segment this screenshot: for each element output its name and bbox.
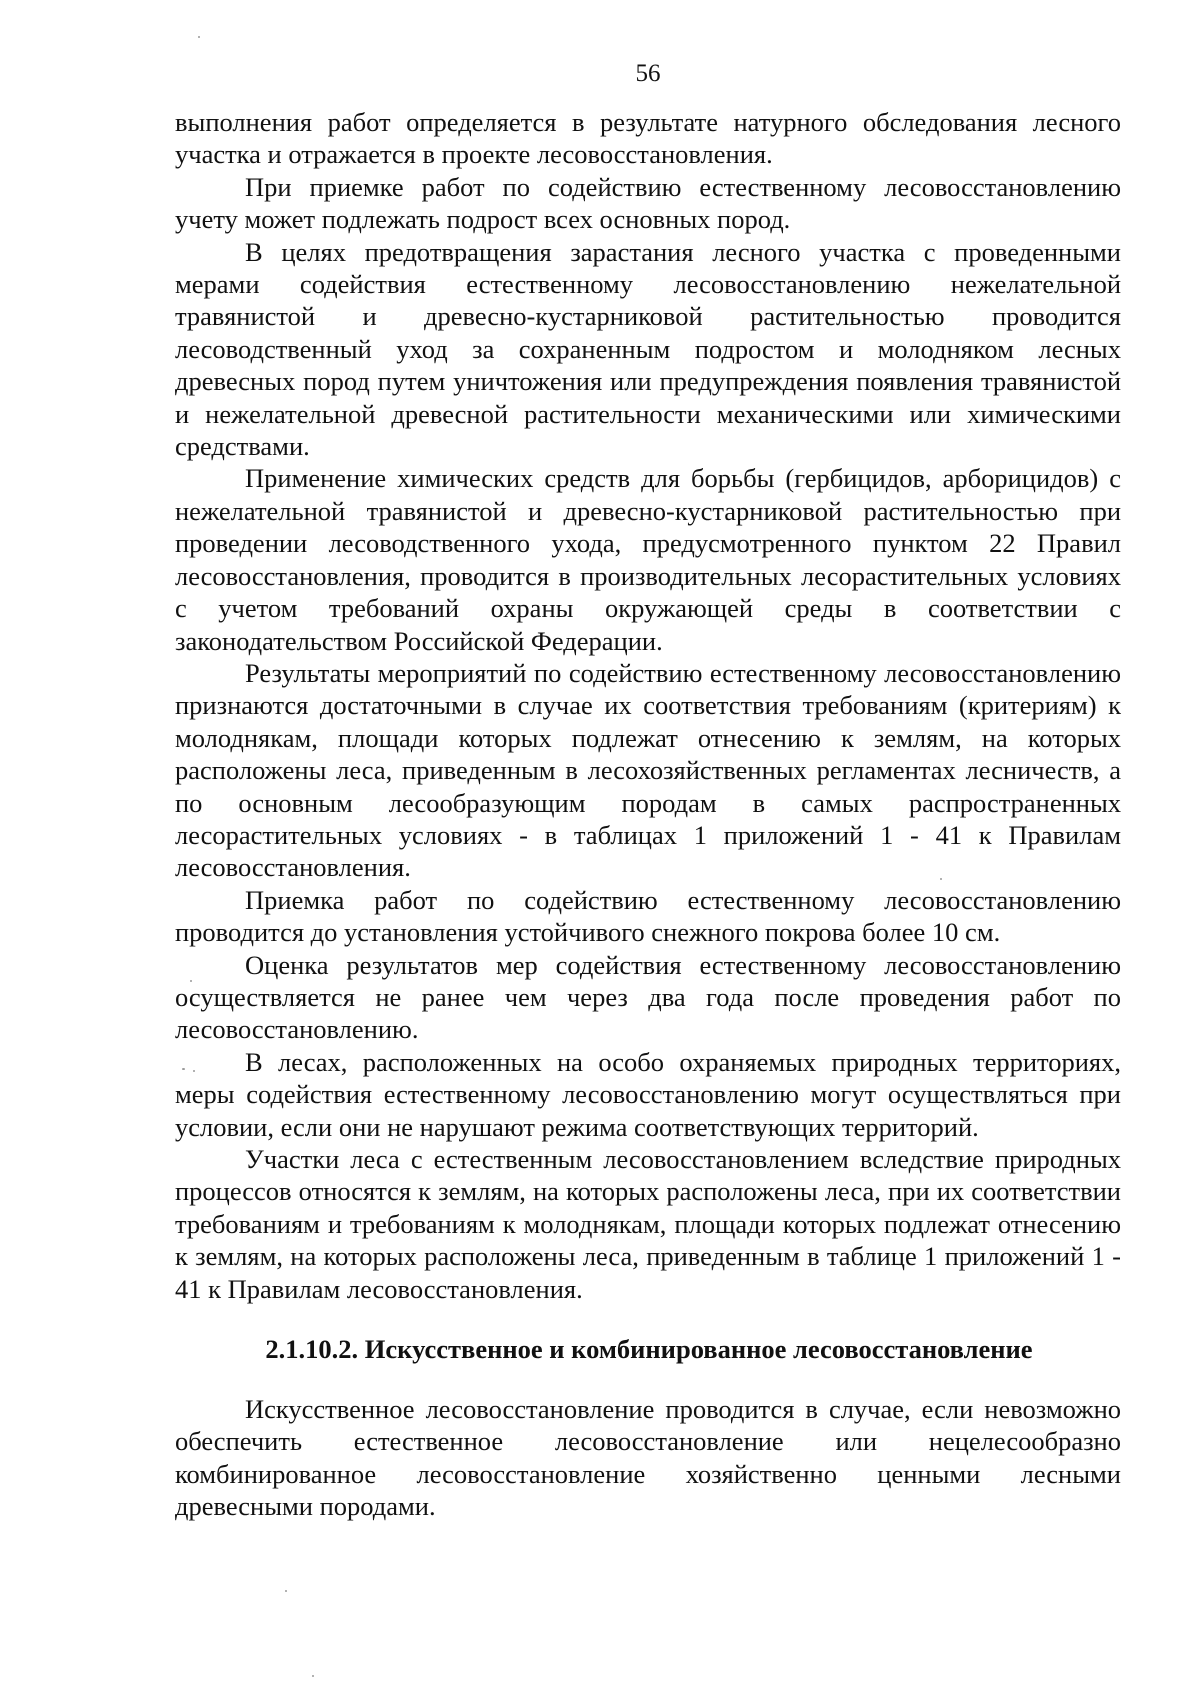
- paragraph-results-sufficiency: Результаты мероприятий по содействию естественному лесовосстановлению признаются достаточными в случае их соответствия требованиям (критериям) к молоднякам, площади которых подлежат отнесению к землям, на которых расположены леса, приведенным в лесохозяйственных регламентах лесничеств, а по основным лесообразующим породам в самых распространенных лесорастительных условиях - в таблицах 1 приложений 1 - 41 к Правилам лесовосстановления.: [175, 657, 1121, 883]
- scan-speck: [285, 1590, 287, 1592]
- paragraph-natural-regeneration: Участки леса с естественным лесовосстановлением вследствие природных процессов относятся к землям, на которых расположены леса, при их соответствии требованиям и требованиям к молоднякам, площади которых подлежат отнесению к землям, на которых расположены леса, приведенным в таблице 1 приложений 1 - 41 к Правилам лесовосстановления.: [175, 1144, 1121, 1304]
- paragraph-chemical-means: Применение химических средств для борьбы (гербицидов, арборицидов) с нежелательной травянистой и древесно-кустарниковой растительностью при проведении лесоводственного ухода, предусмотренного пунктом 22 Правил лесовосстановления, проводится в производительных лесорастительных условиях с учетом требований охраны окружающей среды в соответствии с законодательством Российской Федерации.: [175, 463, 1121, 656]
- paragraph-acceptance-undergrowth: При приемке работ по содействию естественному лесовосстановлению учету может подлежать подрост всех основных пород.: [175, 171, 1121, 235]
- scan-speck: [182, 1068, 185, 1070]
- scan-speck: [190, 980, 192, 982]
- paragraph-evaluation-timing: Оценка результатов мер содействия естественному лесовосстановлению осуществляется не ранее чем через два года после проведения работ по лесовосстановлению.: [175, 949, 1121, 1045]
- page-number: 56: [635, 60, 661, 87]
- scan-speck: [940, 878, 942, 880]
- section-heading: 2.1.10.2. Искусственное и комбинированное лесовосстановление: [265, 1334, 1033, 1364]
- paragraph-artificial-regeneration: Искусственное лесовосстановление проводится в случае, если невозможно обеспечить естественное лесовосстановление или нецелесообразно комбинированное лесовосстановление хозяйственно ценными лесными древесными породами.: [175, 1394, 1121, 1522]
- paragraph-silvicultural-care: В целях предотвращения зарастания лесного участка с проведенными мерами содействия естественному лесовосстановлению нежелательной травянистой и древесно-кустарниковой растительностью проводится лесоводственный уход за сохраненным подростом и молодняком лесных древесных пород путем уничтожения или предупреждения появления травянистой и нежелательной древесной растительности механическими или химическими средствами.: [175, 236, 1121, 462]
- paragraph-acceptance-snow: Приемка работ по содействию естественному лесовосстановлению проводится до установления устойчивого снежного покрова более 10 см.: [175, 884, 1121, 948]
- scan-speck: [193, 1070, 195, 1072]
- scan-speck: [198, 36, 200, 38]
- paragraph-continuation: выполнения работ определяется в результате натурного обследования лесного участка и отражается в проекте лесовосстановления.: [175, 107, 1121, 170]
- scan-speck: [312, 1675, 314, 1677]
- section-text: [175, 1393, 1121, 1523]
- paragraph-protected-areas: В лесах, расположенных на особо охраняемых природных территориях, меры содействия естественному лесовосстановлению могут осуществляться при условии, если они не нарушают режима соответствующих территорий.: [175, 1046, 1121, 1142]
- body-text: [175, 106, 1121, 1305]
